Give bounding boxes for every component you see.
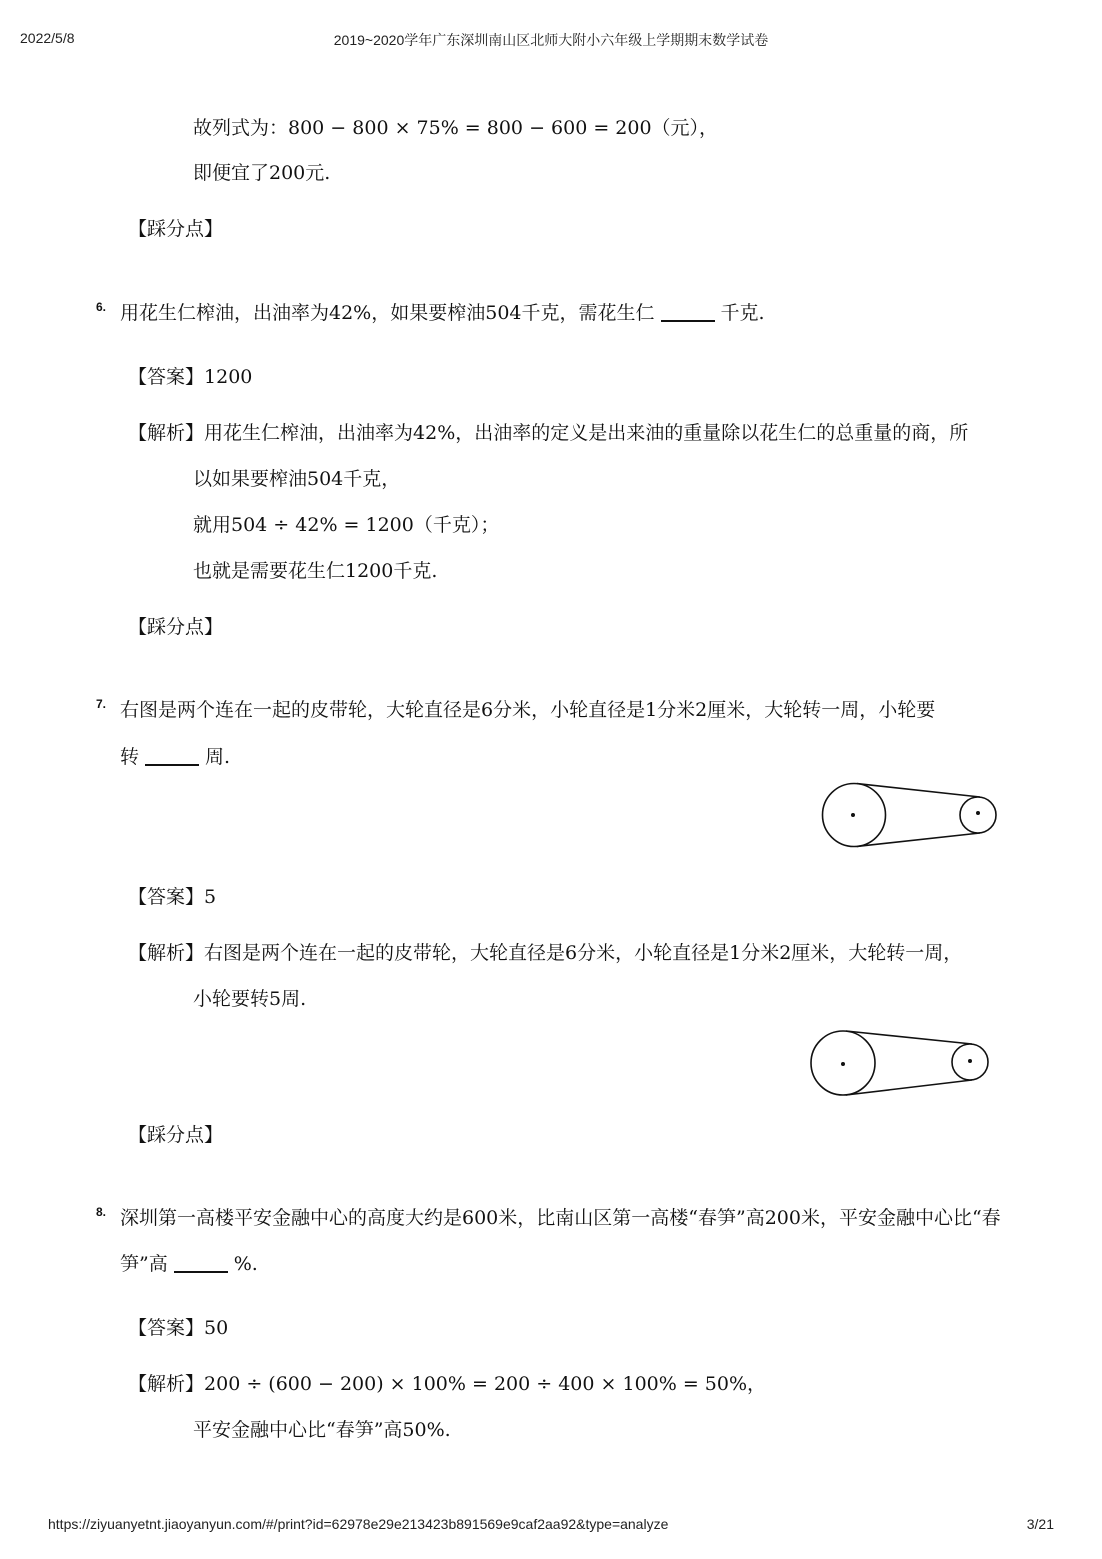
q8-answer bbox=[128, 1316, 228, 1340]
q8-question-text-b: %. bbox=[233, 1253, 258, 1275]
q8-analysis bbox=[128, 1372, 766, 1396]
prev-analysis-line1: 故列式为：800 − 800 × 75% = 800 − 600 = 200（元）， bbox=[193, 117, 719, 139]
q6-answer bbox=[128, 365, 252, 389]
q6-question bbox=[120, 301, 765, 325]
q8-question-text-a: 笋”高 bbox=[120, 1253, 168, 1275]
footer-url: https://ziyuanyetnt.jiaoyanyun.com/#/print?id=62978e29e213423b891569e9caf2aa92&type=analyze bbox=[48, 1516, 669, 1532]
q8-analysis-line1: 200 ÷ (600 − 200) × 100% = 200 ÷ 400 × 100% = 50%， bbox=[204, 1373, 767, 1395]
q6-answer-blank bbox=[661, 302, 715, 322]
q7-points-label: 【踩分点】 bbox=[128, 1124, 224, 1146]
q8-question-line2 bbox=[120, 1252, 258, 1276]
q7-question-line1: 右图是两个连在一起的皮带轮，大轮直径是6分米，小轮直径是1分米2厘米，大轮转一周，小轮要 bbox=[120, 699, 936, 721]
q6-analysis-line3: 就用504 ÷ 42% = 1200（千克）； bbox=[193, 514, 500, 536]
q6-analysis-line1: 用花生仁榨油，出油率为42%，出油率的定义是出来油的重量除以花生仁的总重量的商，所 bbox=[204, 422, 969, 444]
q7-question-text-a: 转 bbox=[120, 746, 140, 768]
prev-points-label: 【踩分点】 bbox=[128, 218, 224, 240]
prev-analysis-line2: 即便宜了200元. bbox=[193, 162, 331, 184]
q6-question-text-a: 用花生仁榨油，出油率为42%，如果要榨油504千克，需花生仁 bbox=[120, 302, 655, 324]
q7-answer bbox=[128, 885, 216, 909]
q7-analysis-label: 【解析】 bbox=[128, 942, 205, 964]
q8-analysis-label: 【解析】 bbox=[128, 1373, 205, 1395]
footer-page-number: 3/21 bbox=[1026, 1516, 1054, 1532]
q8-analysis-line2: 平安金融中心比“春笋”高50%. bbox=[193, 1419, 451, 1441]
q8-answer-value: 50 bbox=[204, 1317, 229, 1339]
q8-number: 8. bbox=[96, 1205, 107, 1219]
q6-answer-value: 1200 bbox=[204, 366, 253, 388]
q7-belt-pulley-diagram bbox=[815, 777, 1005, 853]
q7-analysis-line2: 小轮要转5周. bbox=[193, 988, 307, 1010]
q6-analysis-label: 【解析】 bbox=[128, 422, 205, 444]
q6-points-label: 【踩分点】 bbox=[128, 616, 224, 638]
q8-answer-label: 【答案】 bbox=[128, 1317, 205, 1339]
q7-answer-blank bbox=[145, 746, 199, 766]
header-title: 2019~2020学年广东深圳南山区北师大附小六年级上学期期末数学试卷 bbox=[333, 32, 769, 48]
q6-answer-label: 【答案】 bbox=[128, 366, 205, 388]
q6-analysis-line2: 以如果要榨油504千克， bbox=[193, 468, 401, 490]
q8-question-line1: 深圳第一高楼平安金融中心的高度大约是600米，比南山区第一高楼“春笋”高200米，平安金融中心比“春 bbox=[120, 1207, 1001, 1229]
q6-question-text-b: 千克. bbox=[720, 302, 765, 324]
q6-analysis-line4: 也就是需要花生仁1200千克. bbox=[193, 560, 438, 582]
q6-analysis bbox=[128, 421, 968, 445]
q7-answer-value: 5 bbox=[204, 886, 217, 908]
q7-analysis-belt-pulley-diagram bbox=[804, 1024, 996, 1102]
q7-question-text-b: 周. bbox=[205, 746, 231, 768]
header-date: 2022/5/8 bbox=[20, 30, 75, 46]
q7-analysis bbox=[128, 941, 962, 965]
q8-answer-blank bbox=[174, 1253, 228, 1273]
q7-analysis-line1: 右图是两个连在一起的皮带轮，大轮直径是6分米，小轮直径是1分米2厘米，大轮转一周， bbox=[204, 942, 963, 964]
q7-answer-label: 【答案】 bbox=[128, 886, 205, 908]
q6-number: 6. bbox=[96, 300, 107, 314]
q7-number: 7. bbox=[96, 697, 107, 711]
q7-question-line2 bbox=[120, 745, 230, 769]
